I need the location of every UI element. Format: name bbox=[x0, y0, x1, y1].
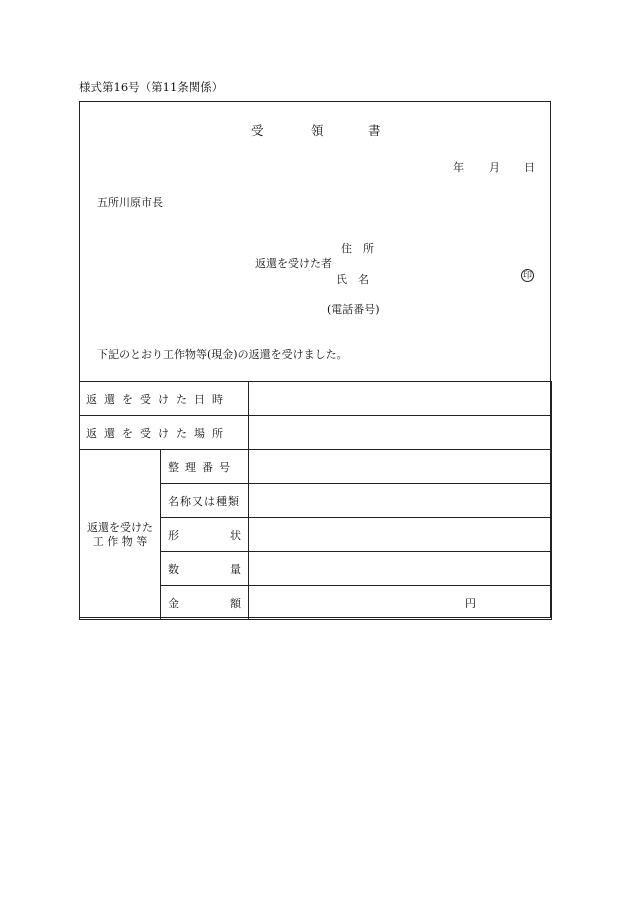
date-year: 年 bbox=[453, 161, 464, 174]
receipt-table bbox=[79, 381, 552, 620]
table-row bbox=[80, 416, 552, 450]
name-label: 氏 名 bbox=[336, 273, 369, 286]
shape-label-char-1: 形 bbox=[168, 528, 179, 542]
form-number-label: 様式第16号（第11条関係） bbox=[79, 80, 224, 94]
recipient-role-label: 返還を受けた者 bbox=[255, 257, 332, 270]
name-type-label: 名称又は種類 bbox=[161, 484, 249, 518]
title-char-3: 書 bbox=[368, 123, 381, 138]
amount-label-char-1: 金 bbox=[168, 596, 179, 610]
quantity-label bbox=[161, 552, 249, 586]
addressee: 五所川原市長 bbox=[97, 196, 163, 209]
date-day: 日 bbox=[524, 161, 535, 174]
name-type-field[interactable] bbox=[249, 484, 552, 518]
table-row bbox=[80, 382, 552, 416]
return-datetime-field[interactable] bbox=[249, 382, 552, 416]
seal-mark: 印 bbox=[522, 271, 532, 281]
return-place-label: 返還を受けた場所 bbox=[80, 416, 249, 450]
amount-field[interactable] bbox=[249, 586, 552, 620]
ref-number-field[interactable] bbox=[249, 450, 552, 484]
returned-items-group-label bbox=[80, 450, 161, 620]
table-row bbox=[80, 450, 552, 484]
group-label-line-2: 工 作 物 等 bbox=[92, 534, 148, 548]
ref-number-label: 整理番号 bbox=[161, 450, 249, 484]
statement: 下記のとおり工作物等(現金)の返還を受けました。 bbox=[97, 348, 348, 361]
quantity-field[interactable] bbox=[249, 552, 552, 586]
shape-label bbox=[161, 518, 249, 552]
date-month: 月 bbox=[489, 161, 500, 174]
shape-label-char-2: 状 bbox=[230, 528, 241, 542]
title-char-1: 受 bbox=[251, 123, 264, 138]
quantity-label-char-2: 量 bbox=[230, 562, 241, 576]
quantity-label-char-1: 数 bbox=[168, 562, 179, 576]
amount-label bbox=[161, 586, 249, 620]
return-datetime-label: 返還を受けた日時 bbox=[80, 382, 249, 416]
return-place-field[interactable] bbox=[249, 416, 552, 450]
phone-label: (電話番号) bbox=[327, 303, 380, 316]
address-label: 住 所 bbox=[341, 242, 374, 255]
amount-label-char-2: 額 bbox=[230, 596, 241, 610]
document-title bbox=[0, 121, 630, 141]
group-label-line-1: 返還を受けた bbox=[87, 520, 153, 534]
shape-field[interactable] bbox=[249, 518, 552, 552]
title-char-2: 領 bbox=[311, 123, 324, 138]
yen-unit: 円 bbox=[465, 596, 476, 610]
